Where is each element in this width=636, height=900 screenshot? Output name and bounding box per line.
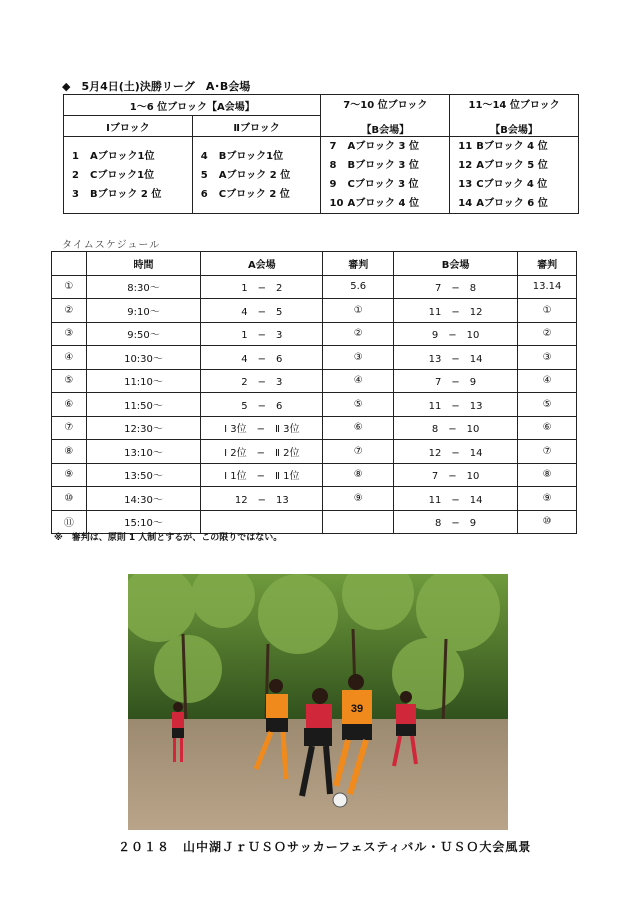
- photo-caption: ２０１８ 山中湖ＪｒＵＳＯサッカーフェスティバル・ＵＳＯ大会風景: [118, 840, 532, 854]
- schedule-cell: ⑤: [323, 393, 394, 417]
- schedule-title: タイムスケジュール: [62, 240, 161, 251]
- schedule-cell: 12 − 13: [201, 487, 323, 511]
- header-cell: [52, 252, 87, 276]
- schedule-cell: 9:50〜: [86, 322, 200, 346]
- schedule-row: [52, 463, 577, 487]
- schedule-cell: 14:30〜: [86, 487, 200, 511]
- schedule-cell: ⑨: [518, 487, 577, 511]
- schedule-cell: 15:10〜: [86, 510, 200, 534]
- schedule-cell: ①: [518, 299, 577, 323]
- group2-header-cell: [321, 95, 450, 137]
- league-table: [63, 94, 579, 214]
- schedule-cell: 8 − 10: [393, 416, 517, 440]
- list-item: 8 Bブロック 3 位: [329, 160, 419, 171]
- header-cell: 時間: [86, 252, 200, 276]
- schedule-cell: 13.14: [518, 275, 577, 299]
- group3-header: 11〜14 位ブロック: [468, 99, 560, 111]
- schedule-row: [52, 393, 577, 417]
- schedule-cell: Ⅰ 1位 − Ⅱ 1位: [201, 463, 323, 487]
- schedule-cell: ⑨: [52, 463, 87, 487]
- schedule-cell: ⑩: [52, 487, 87, 511]
- schedule-cell: 1 − 2: [201, 275, 323, 299]
- list-item: 10 Aブロック 4 位: [329, 198, 419, 209]
- group3-cell: [450, 137, 579, 214]
- schedule-cell: ③: [323, 346, 394, 370]
- schedule-row: [52, 346, 577, 370]
- soccer-ball: [333, 793, 347, 807]
- schedule-cell: 2 − 3: [201, 369, 323, 393]
- soccer-photo-illustration: [128, 574, 508, 830]
- schedule-cell: ③: [518, 346, 577, 370]
- schedule-cell: ⑦: [518, 440, 577, 464]
- block2-header: Ⅱブロック: [192, 116, 321, 137]
- schedule-cell: 13:10〜: [86, 440, 200, 464]
- schedule-cell: ⑩: [518, 510, 577, 534]
- schedule-row: [52, 275, 577, 299]
- schedule-cell: 12 − 14: [393, 440, 517, 464]
- schedule-cell: 9:10〜: [86, 299, 200, 323]
- schedule-cell: ⑧: [323, 463, 394, 487]
- schedule-cell: ④: [518, 369, 577, 393]
- schedule-cell: 12:30〜: [86, 416, 200, 440]
- schedule-cell: 1 − 3: [201, 322, 323, 346]
- schedule-cell: 9 − 10: [393, 322, 517, 346]
- schedule-cell: ⑧: [52, 440, 87, 464]
- schedule-cell: 7 − 9: [393, 369, 517, 393]
- schedule-cell: Ⅰ 2位 − Ⅱ 2位: [201, 440, 323, 464]
- schedule-row: [52, 369, 577, 393]
- schedule-cell: ①: [52, 275, 87, 299]
- jersey-number: 39: [350, 703, 364, 715]
- schedule-row: [52, 440, 577, 464]
- list-item: 5 Aブロック 2 位: [200, 169, 291, 181]
- schedule-cell: ⑤: [52, 369, 87, 393]
- schedule-cell: 7 − 8: [393, 275, 517, 299]
- schedule-cell: Ⅰ 3位 − Ⅱ 3位: [201, 416, 323, 440]
- schedule-cell: 11:50〜: [86, 393, 200, 417]
- schedule-row: [52, 416, 577, 440]
- soccer-photo: [128, 574, 508, 830]
- list-item: 9 Cブロック 3 位: [329, 179, 419, 190]
- schedule-cell: 7 − 10: [393, 463, 517, 487]
- schedule-cell: ⑦: [323, 440, 394, 464]
- schedule-cell: 13 − 14: [393, 346, 517, 370]
- schedule-cell: ②: [323, 322, 394, 346]
- schedule-cell: 11 − 12: [393, 299, 517, 323]
- schedule-cell: ②: [52, 299, 87, 323]
- list-item: 14 Aブロック 6 位: [458, 198, 548, 209]
- block1-cell: [64, 137, 193, 214]
- schedule-table: [51, 251, 577, 534]
- schedule-cell: ④: [52, 346, 87, 370]
- schedule-cell: 4 − 6: [201, 346, 323, 370]
- group2-sub: 【B会場】: [361, 124, 410, 136]
- list-item: 12 Aブロック 5 位: [458, 160, 548, 171]
- schedule-cell: ⑥: [323, 416, 394, 440]
- schedule-row: [52, 487, 577, 511]
- schedule-cell: ④: [323, 369, 394, 393]
- list-item: 2 Cブロック1位: [72, 169, 155, 181]
- group3-header-cell: [450, 95, 579, 137]
- group3-sub: 【B会場】: [490, 124, 538, 136]
- list-item: 11 Bブロック 4 位: [458, 141, 548, 152]
- schedule-row: [52, 299, 577, 323]
- list-item: 4 Bブロック1位: [200, 150, 284, 162]
- schedule-row: [52, 322, 577, 346]
- schedule-cell: ⑥: [52, 393, 87, 417]
- header-cell: A会場: [201, 252, 323, 276]
- list-item: 3 Bブロック 2 位: [72, 188, 162, 200]
- list-item: 13 Cブロック 4 位: [458, 179, 548, 190]
- schedule-cell: 4 − 5: [201, 299, 323, 323]
- list-item: 6 Cブロック 2 位: [200, 188, 290, 200]
- header-cell: B会場: [393, 252, 517, 276]
- schedule-cell: ⑤: [518, 393, 577, 417]
- schedule-cell: 10:30〜: [86, 346, 200, 370]
- schedule-cell: ⑦: [52, 416, 87, 440]
- header-cell: 審判: [518, 252, 577, 276]
- schedule-header-row: [52, 252, 577, 276]
- schedule-cell: ②: [518, 322, 577, 346]
- group2-cell: [321, 137, 450, 214]
- referee-note: ※ 審判は、原則 1 人制とするが、この限りではない。: [54, 533, 283, 543]
- schedule-cell: ③: [52, 322, 87, 346]
- list-item: 7 Aブロック 3 位: [329, 141, 419, 152]
- section-title: ◆ 5月4日(土)決勝リーグ A･B会場: [62, 80, 251, 93]
- group2-header: 7〜10 位ブロック: [343, 99, 428, 111]
- schedule-cell: ⑨: [323, 487, 394, 511]
- schedule-cell: 5 − 6: [201, 393, 323, 417]
- schedule-cell: 11 − 14: [393, 487, 517, 511]
- block1-header: Ⅰブロック: [64, 116, 193, 137]
- header-cell: 審判: [323, 252, 394, 276]
- schedule-cell: 11:10〜: [86, 369, 200, 393]
- schedule-cell: 11 − 13: [393, 393, 517, 417]
- schedule-cell: 8:30〜: [86, 275, 200, 299]
- schedule-cell: [323, 510, 394, 534]
- schedule-cell: ⑪: [52, 510, 87, 534]
- schedule-cell: 13:50〜: [86, 463, 200, 487]
- group1-header: 1〜6 位ブロック【A会場】: [64, 95, 321, 116]
- schedule-cell: 8 − 9: [393, 510, 517, 534]
- list-item: 1 Aブロック1位: [72, 150, 155, 162]
- schedule-cell: 5.6: [323, 275, 394, 299]
- schedule-cell: ⑥: [518, 416, 577, 440]
- schedule-cell: ①: [323, 299, 394, 323]
- block2-cell: [192, 137, 321, 214]
- schedule-cell: ⑧: [518, 463, 577, 487]
